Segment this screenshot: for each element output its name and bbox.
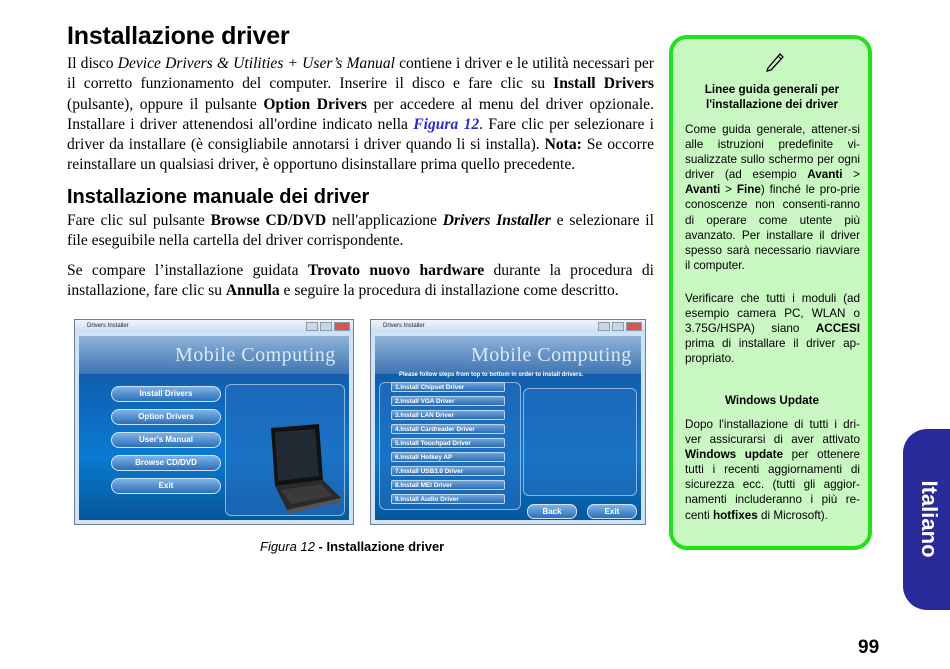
text: prima di installare il driver ap-propriato. bbox=[685, 337, 860, 366]
caption-separator: - bbox=[314, 539, 327, 554]
text: > bbox=[720, 183, 737, 197]
browse-cd-button: Browse CD/DVD bbox=[111, 455, 221, 471]
text: Come guida generale, attener-si alle istruzioni predefinite vi-sualizzate sullo schermo per ogni driver (ad esempio bbox=[685, 123, 860, 182]
text: (pulsante), oppure il pulsante bbox=[67, 95, 264, 113]
exit-button: Exit bbox=[111, 478, 221, 494]
driver-item: 3.Install LAN Driver bbox=[391, 410, 505, 420]
page-title: Installazione driver bbox=[67, 22, 290, 50]
note-box bbox=[669, 35, 872, 550]
text: Verificare che tutti i moduli (ad esempio camera PC, WLAN o 3.75G/HSPA) siano bbox=[685, 292, 860, 336]
language-tab-label: Italiano bbox=[917, 480, 942, 558]
note-paragraph-1 bbox=[685, 122, 860, 273]
install-drivers-term: Install Drivers bbox=[553, 75, 654, 93]
text: Se occorre reinstallare un qualsiasi driver, è opportuno disinstallare prima quello precedente. bbox=[67, 136, 654, 174]
maximize-icon bbox=[320, 322, 332, 331]
option-drivers-term: Option Drivers bbox=[263, 95, 367, 113]
figure-caption bbox=[260, 539, 444, 554]
driver-item: 1.Install Chipset Driver bbox=[391, 382, 505, 392]
close-icon bbox=[334, 322, 350, 331]
page-number: 99 bbox=[858, 637, 880, 658]
banner-text: Mobile Computing bbox=[471, 344, 632, 366]
window-controls bbox=[598, 322, 642, 331]
note-paragraph-3 bbox=[685, 417, 860, 523]
users-manual-button: User's Manual bbox=[111, 432, 221, 448]
text: contiene i driver e le utilità necessari per il corretto funzionamento del computer. Inserire il disco e fare clic su bbox=[67, 55, 654, 93]
driver-item: 4.Install Cardreader Driver bbox=[391, 424, 505, 434]
install-drivers-button: Install Drivers bbox=[111, 386, 221, 402]
driver-item: 9.Install Audio Driver bbox=[391, 494, 505, 504]
driver-item: 6.Install Hotkey AP bbox=[391, 452, 505, 462]
note-heading: Linee guida generali per l'installazione dei driver bbox=[704, 83, 840, 111]
windows-update-heading: Windows Update bbox=[724, 394, 820, 407]
section-heading: Installazione manuale dei driver bbox=[67, 186, 370, 208]
driver-item: 5.Install Touchpad Driver bbox=[391, 438, 505, 448]
text: ) finché le pro-prie conoscenze non consenti-ranno di operare come utente più avanzato. Per installare il driver spesso sarà necessario riavviare il computer. bbox=[685, 183, 860, 272]
banner bbox=[79, 336, 349, 374]
minimize-icon bbox=[306, 322, 318, 331]
banner bbox=[375, 336, 641, 374]
option-drivers-button: Option Drivers bbox=[111, 409, 221, 425]
manual-paragraph-2 bbox=[67, 261, 654, 302]
text: Il disco bbox=[67, 55, 118, 72]
screenshot-installer-drivers bbox=[370, 319, 646, 525]
figure-number: Figura 12 bbox=[260, 539, 315, 554]
avanti-term: Avanti bbox=[807, 168, 843, 182]
driver-item: 7.Install USB3.0 Driver bbox=[391, 466, 505, 476]
text: Fare clic sul pulsante bbox=[67, 212, 211, 229]
driver-item: 8.Install MEI Driver bbox=[391, 480, 505, 490]
disc-name: Device Drivers & Utilities + User’s Manual bbox=[117, 55, 395, 72]
caption-text: Installazione driver bbox=[326, 539, 445, 554]
fine-term: Fine bbox=[736, 183, 761, 197]
window-titlebar bbox=[371, 320, 645, 332]
close-icon bbox=[626, 322, 642, 331]
exit-button: Exit bbox=[587, 504, 637, 519]
text: per ottenere tutti i recenti aggiornamenti di sicurezza ecc. (tutti gli aggior-namenti includeranno i più re-centi bbox=[685, 448, 860, 522]
browse-term: Browse CD/DVD bbox=[210, 212, 327, 229]
figure-link[interactable]: Figura 12 bbox=[413, 115, 480, 133]
windows-update-term: Windows update bbox=[685, 448, 784, 462]
driver-item: 2.Install VGA Driver bbox=[391, 396, 505, 406]
text: nell'applicazione bbox=[326, 212, 443, 229]
text: e seguire la procedura di installazione come descritto. bbox=[279, 282, 619, 300]
wizard-term: Trovato nuovo hardware bbox=[307, 262, 485, 279]
text: . Fare clic per selezionare i driver da installare (è consigliabile annotarsi i driver quando li si installa). bbox=[67, 115, 654, 154]
text: e selezionare il file eseguibile nella cartella del driver corrispondente. bbox=[67, 212, 654, 250]
window-title: Drivers Installer bbox=[383, 323, 425, 329]
text: durante la procedura di installazione, fare clic su bbox=[67, 262, 654, 300]
info-panel bbox=[523, 388, 637, 496]
text: Se compare l’installazione guidata bbox=[67, 262, 308, 279]
banner-text: Mobile Computing bbox=[175, 344, 336, 366]
window-controls bbox=[306, 322, 350, 331]
window-titlebar bbox=[75, 320, 353, 332]
text: > bbox=[842, 168, 860, 182]
note-label: Nota: bbox=[544, 136, 582, 154]
cancel-term: Annulla bbox=[225, 282, 280, 300]
app-name: Drivers Installer bbox=[442, 212, 551, 229]
maximize-icon bbox=[612, 322, 624, 331]
text: Dopo l'installazione di tutti i dri-ver assicurarsi di aver attivato bbox=[685, 418, 860, 447]
installer-body bbox=[375, 336, 641, 520]
laptop-image bbox=[257, 424, 343, 516]
installer-body bbox=[79, 336, 349, 520]
window-title: Drivers Installer bbox=[87, 323, 129, 329]
back-button: Back bbox=[527, 504, 577, 519]
instruction-text: Please follow steps from top to bottom in order to install drivers. bbox=[399, 372, 584, 378]
avanti-term: Avanti bbox=[685, 183, 721, 197]
minimize-icon bbox=[598, 322, 610, 331]
pen-icon bbox=[764, 50, 786, 72]
accesi-term: ACCESI bbox=[815, 322, 860, 336]
text: di Microsoft). bbox=[757, 508, 828, 522]
screenshot-installer-main bbox=[74, 319, 354, 525]
intro-paragraph bbox=[67, 54, 654, 176]
text: per accedere al menu del driver opzionale. Installare i driver attenendosi all'ordine indicato nella bbox=[67, 95, 654, 133]
hotfixes-term: hotfixes bbox=[712, 508, 758, 522]
note-paragraph-2 bbox=[685, 291, 860, 366]
manual-paragraph-1 bbox=[67, 211, 654, 252]
